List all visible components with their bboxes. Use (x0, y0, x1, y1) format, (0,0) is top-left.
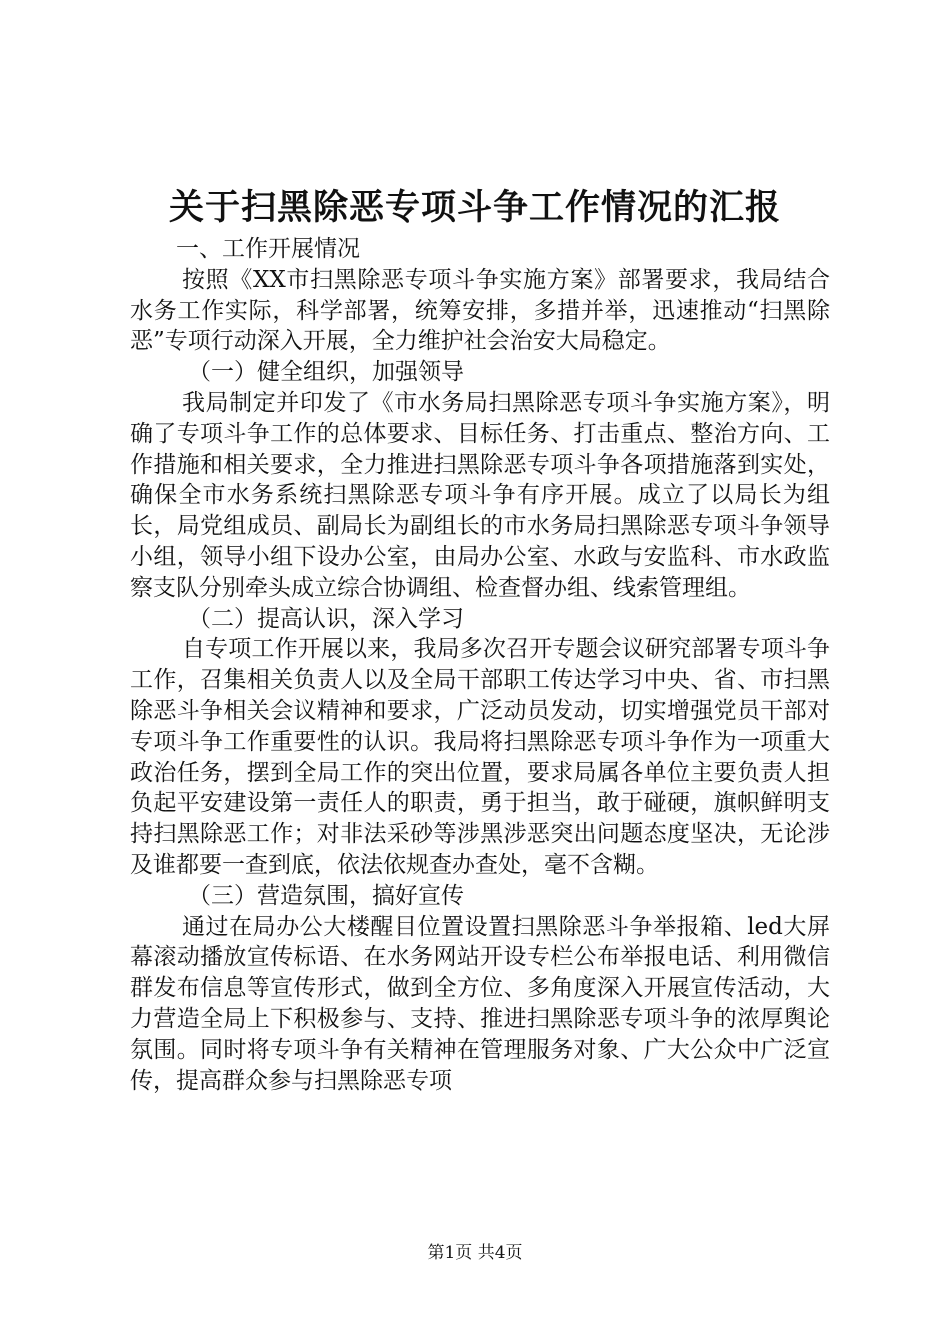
subsection-paragraph-1: 我局制定并印发了《市水务局扫黑除恶专项斗争实施方案》，明确了专项斗争工作的总体要求、目标任务、打击重点、整治方向、工作措施和相关要求，全力推进扫黑除恶专项斗争各项措施落到实处，确保全市水务系统扫黑除恶专项斗争有序开展。成立了以局长为组长，局党组成员、副局长为副组长的市水务局扫黑除恶专项斗争领导小组，领导小组下设办公室，由局办公室、水政与安监科、市水政监察支队分别牵头成立综合协调组、检查督办组、线索管理组。 (130, 389, 830, 601)
subsection-paragraph-3: 通过在局办公大楼醒目位置设置扫黑除恶斗争举报箱、led大屏幕滚动播放宣传标语、在水务网站开设专栏公布举报电话、利用微信群发布信息等宣传形式，做到全方位、多角度深入开展宣传活动，大力营造全局上下积极参与、支持、推进扫黑除恶专项斗争的浓厚舆论氛围。同时将专项斗争有关精神在管理服务对象、广大公众中广泛宣传，提高群众参与扫黑除恶专项 (130, 913, 830, 1094)
subsection-paragraph-2: 自专项工作开展以来，我局多次召开专题会议研究部署专项斗争工作，召集相关负责人以及全局干部职工传达学习中央、省、市扫黑除恶斗争相关会议精神和要求，广泛动员发动，切实增强党员干部对专项斗争工作重要性的认识。我局将扫黑除恶专项斗争作为一项重大政治任务，摆到全局工作的突出位置，要求局属各单位主要负责人担负起平安建设第一责任人的职责，勇于担当，敢于碰硬，旗帜鲜明支持扫黑除恶工作；对非法采砂等涉黑涉恶突出问题态度坚决，无论涉及谁都要一查到底，依法依规查办查处，毫不含糊。 (130, 636, 830, 878)
subsection-heading-2: （二）提高认识，深入学习 (188, 605, 464, 632)
page-number-footer: 第1页 共4页 (427, 1243, 523, 1263)
intro-paragraph: 按照《XX市扫黑除恶专项斗争实施方案》部署要求，我局结合水务工作实际，科学部署，统筹安排，多措并举，迅速推动“扫黑除恶”专项行动深入开展，全力维护社会治安大局稳定。 (130, 266, 830, 355)
section-heading: 一、工作开展情况 (176, 236, 360, 262)
document-body (130, 234, 830, 1096)
subsection-heading-1: （一）健全组织，加强领导 (188, 359, 464, 386)
document-title: 关于扫黑除恶专项斗争工作情况的汇报 (168, 187, 781, 228)
subsection-heading-3: （三）营造氛围，搞好宣传 (188, 882, 464, 909)
